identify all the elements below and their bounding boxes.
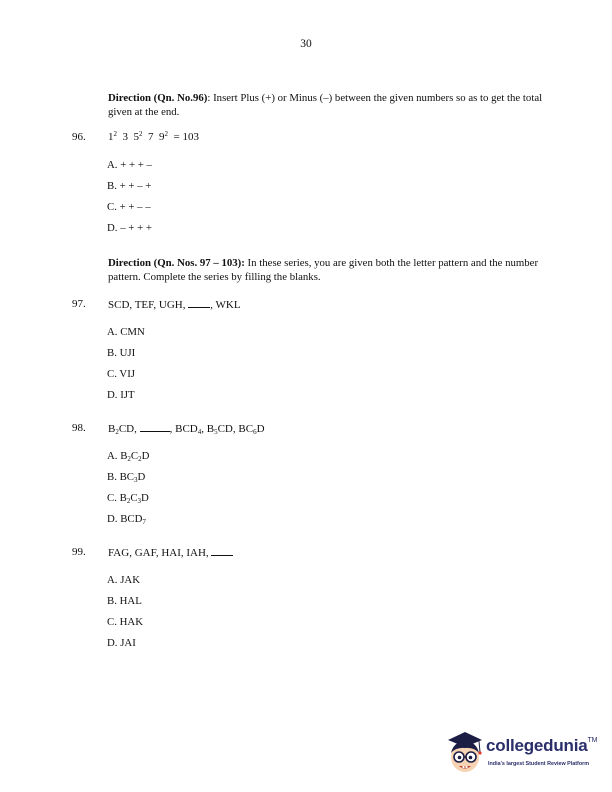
page-number: 30	[300, 38, 312, 50]
question-97-text	[108, 298, 241, 311]
q99-option-b: B. HAL	[107, 595, 142, 607]
question-97-number: 97.	[72, 298, 86, 310]
q98-term: D	[256, 423, 265, 435]
direction-96-label: Direction (Qn. No.96)	[108, 92, 208, 104]
expr-result: = 103	[173, 131, 199, 143]
option-text: B. BC	[107, 471, 135, 483]
q97-option-d: D. IJT	[107, 389, 135, 401]
direction-96	[108, 91, 543, 119]
q99-option-c: C. HAK	[107, 616, 143, 628]
direction-97-103	[108, 256, 543, 284]
option-subscript: 7	[142, 518, 146, 526]
q97-text-end: , WKL	[210, 299, 241, 311]
collegedunia-logo	[444, 728, 604, 778]
logo-brand-text: collegedunia	[486, 736, 588, 755]
option-text: C. B	[107, 492, 127, 504]
option-text: D. BCD	[107, 513, 143, 525]
expr-base: 9	[159, 131, 165, 143]
expr-exponent: 2	[139, 130, 143, 138]
option-subscript: 3	[137, 497, 142, 505]
q97-text-start: SCD, TEF, UGH,	[108, 299, 189, 311]
option-text: D	[137, 471, 146, 483]
expr-number: 3	[122, 131, 128, 143]
q96-option-d: D. – + + +	[107, 222, 152, 234]
option-text: C	[130, 450, 139, 462]
expr-number: 7	[148, 131, 154, 143]
answer-blank	[188, 298, 210, 308]
q98-subscript: 6	[253, 428, 257, 436]
question-99-text	[108, 546, 233, 559]
question-96-expression	[108, 131, 199, 143]
question-96-number: 96.	[72, 131, 86, 143]
option-text: D	[141, 492, 149, 504]
q98-term: CD,	[118, 423, 140, 435]
answer-blank	[211, 546, 233, 556]
q99-option-a: A. JAK	[107, 574, 140, 586]
q98-option-d	[107, 513, 146, 525]
q98-term: CD, BC	[217, 423, 254, 435]
q98-subscript: 4	[197, 428, 202, 436]
direction-97-label: Direction (Qn. Nos. 97 – 103):	[108, 257, 245, 269]
q96-option-c: C. + + – –	[107, 201, 151, 213]
q97-option-a: A. CMN	[107, 326, 145, 338]
logo-trademark: TM	[587, 737, 598, 744]
expr-base: 5	[133, 131, 139, 143]
direction-96-text: : Insert Plus (+) or Minus (–) between the given numbers so as to get the total given at the end.	[108, 92, 543, 118]
question-98-number: 98.	[72, 422, 86, 434]
option-text: D	[141, 450, 150, 462]
option-text: A. B	[107, 450, 128, 462]
q97-option-b: B. UJI	[107, 347, 136, 359]
option-subscript: 2	[127, 455, 131, 463]
option-subscript: 3	[134, 476, 138, 484]
q96-option-b: B. + + – +	[107, 180, 152, 192]
q98-term: , B	[201, 423, 215, 435]
q96-option-a: A. + + + –	[107, 159, 152, 171]
q99-text: FAG, GAF, HAI, IAH,	[108, 547, 212, 559]
q97-option-c: C. VIJ	[107, 368, 135, 380]
q99-option-d: D. JAI	[107, 637, 136, 649]
answer-blank	[140, 422, 170, 432]
option-subscript: 2	[138, 455, 142, 463]
q98-subscript: 2	[115, 428, 119, 436]
logo-wordmark	[486, 736, 597, 756]
expr-base: 1	[108, 131, 114, 143]
option-text: C	[130, 492, 138, 504]
logo-tagline: India's largest Student Review Platform	[488, 761, 590, 767]
q98-subscript: 5	[214, 428, 218, 436]
q98-option-c	[107, 492, 149, 504]
q98-term: , BCD	[169, 423, 198, 435]
q98-term: B	[108, 423, 116, 435]
mascot-icon	[444, 728, 486, 776]
question-98-text	[108, 422, 265, 435]
expr-exponent: 2	[164, 130, 168, 138]
direction-97-text: In these series, you are given both the letter pattern and the number pattern. Complete the series by filling the blanks.	[108, 257, 539, 283]
q98-option-b	[107, 471, 145, 483]
q98-option-a	[107, 450, 149, 462]
question-99-number: 99.	[72, 546, 86, 558]
expr-exponent: 2	[113, 130, 117, 138]
option-subscript: 2	[126, 497, 131, 505]
